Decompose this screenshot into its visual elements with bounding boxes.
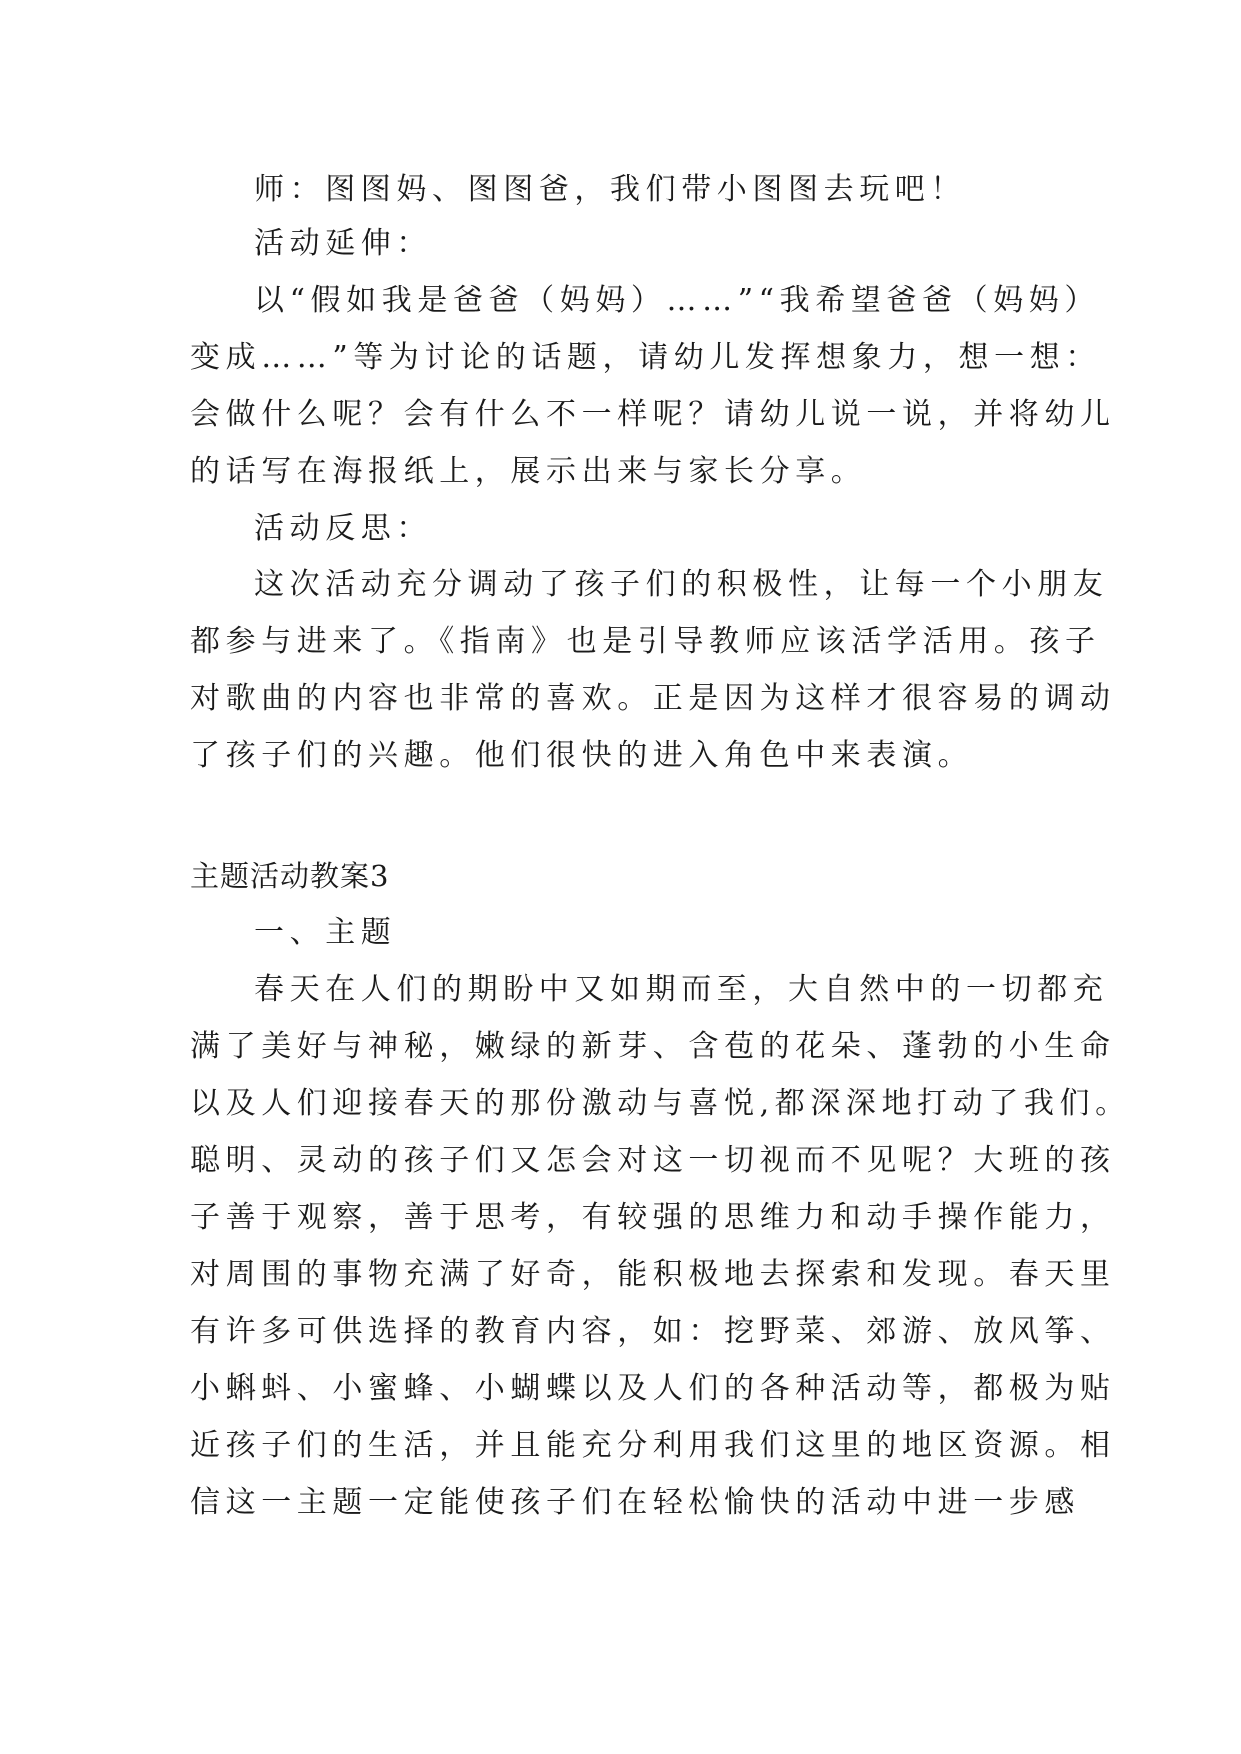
paragraph-line: 满了美好与神秘，嫩绿的新芽、含苞的花朵、蓬勃的小生命 <box>190 1029 1116 1064</box>
paragraph-line: 对歌曲的内容也非常的喜欢。正是因为这样才很容易的调动 <box>190 681 1116 716</box>
section-label-extension: 活动延伸： <box>254 226 432 261</box>
paragraph-line: 对周围的事物充满了好奇，能积极地去探索和发现。春天里 <box>190 1257 1116 1292</box>
paragraph-line: 小蝌蚪、小蜜蜂、小蝴蝶以及人们的各种活动等，都极为贴 <box>190 1371 1116 1406</box>
paragraph-line: 信这一主题一定能使孩子们在轻松愉快的活动中进一步感 <box>190 1485 1080 1520</box>
paragraph-line: 了孩子们的兴趣。他们很快的进入角色中来表演。 <box>190 738 974 773</box>
paragraph-line: 都参与进来了。《指南》也是引导教师应该活学活用。孩子 <box>190 624 1101 659</box>
paragraph-line: 近孩子们的生活，并且能充分利用我们这里的地区资源。相 <box>190 1428 1116 1463</box>
paragraph-line: 以“假如我是爸爸（妈妈）……”“我希望爸爸（妈妈） <box>254 283 1101 318</box>
paragraph-line: 的话写在海报纸上，展示出来与家长分享。 <box>190 454 867 489</box>
paragraph-line: 有许多可供选择的教育内容，如：挖野菜、郊游、放风筝、 <box>190 1314 1116 1349</box>
paragraph-line: 这次活动充分调动了孩子们的积极性，让每一个小朋友 <box>254 567 1109 602</box>
section-heading: 主题活动教案3 <box>190 859 390 893</box>
paragraph-line: 会做什么呢？会有什么不一样呢？请幼儿说一说，并将幼儿 <box>190 397 1116 432</box>
paragraph-line: 聪明、灵动的孩子们又怎会对这一切视而不见呢？大班的孩 <box>190 1143 1116 1178</box>
paragraph-line: 变成……”等为讨论的话题，请幼儿发挥想象力，想一想： <box>190 340 1101 375</box>
paragraph-line: 子善于观察，善于思考，有较强的思维力和动手操作能力， <box>190 1200 1116 1235</box>
section-label-reflection: 活动反思： <box>254 511 432 546</box>
paragraph-line: 以及人们迎接春天的那份激动与喜悦,都深深地打动了我们。 <box>190 1086 1131 1121</box>
subsection-heading: 一、主题 <box>254 915 397 950</box>
dialogue-line: 师：图图妈、图图爸，我们带小图图去玩吧！ <box>254 172 966 207</box>
paragraph-line: 春天在人们的期盼中又如期而至，大自然中的一切都充 <box>254 972 1109 1007</box>
